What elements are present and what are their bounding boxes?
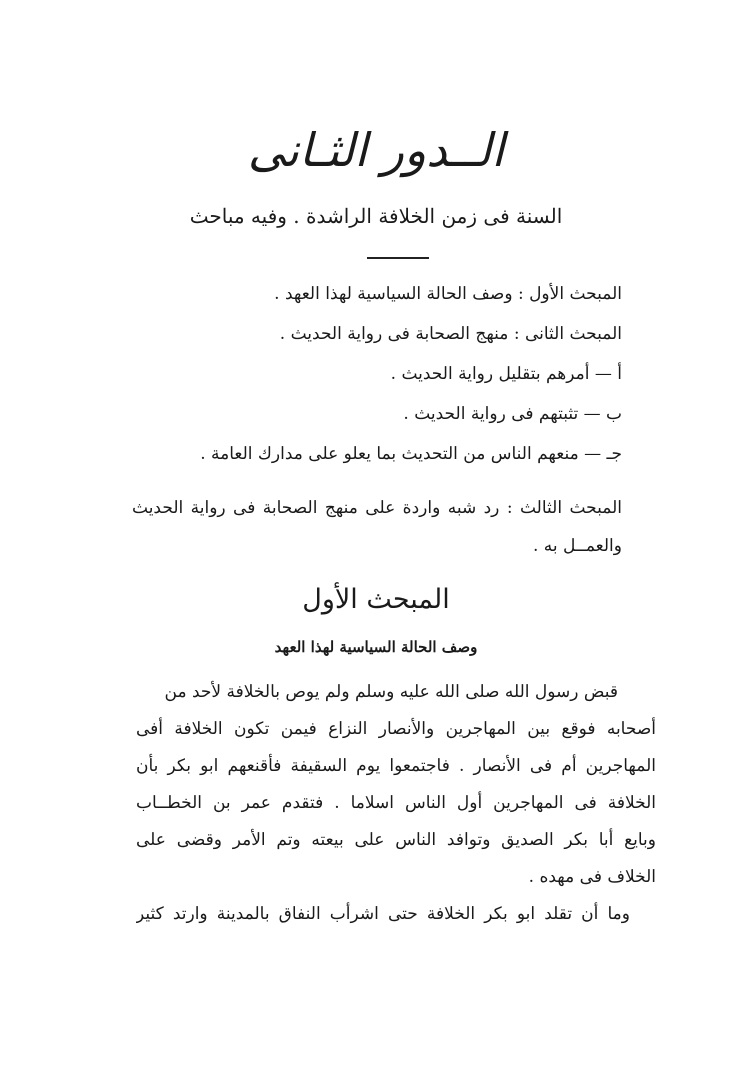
contents-subitem-b: ب — تثبتهم فى رواية الحديث . — [403, 404, 622, 424]
paragraph-line: وما أن تقلد ابو بكر الخلافة حتى اشرأب النفاق بالمدينة وارتد كثير — [136, 904, 630, 924]
paragraph-line: وبايع أبا بكر الصديق وتوافد الناس على بيعته وتم الأمر وقضى على — [136, 830, 656, 850]
contents-item-2: المبحث الثانى : منهج الصحابة فى رواية الحديث . — [279, 324, 622, 344]
section-title: المبحث الأول — [302, 584, 450, 615]
paragraph-line: الخلاف فى مهده . — [528, 867, 656, 887]
contents-list — [122, 284, 622, 484]
contents-subitem-a: أ — أمرهم بتقليل رواية الحديث . — [390, 364, 622, 384]
contents-item-3 — [132, 496, 622, 558]
chapter-title: الــدور الثـانى — [247, 123, 505, 177]
contents-subitem-c: جـ — منعهم الناس من التحديث بما يعلو على مدارك العامة . — [200, 444, 622, 464]
title-divider — [367, 257, 429, 259]
contents-item-1: المبحث الأول : وصف الحالة السياسية لهذا العهد . — [274, 284, 622, 304]
paragraph-line: أصحابه فوقع بين المهاجرين والأنصار النزاع فيمن تكون الخلافة أفى — [136, 719, 656, 739]
paragraph-line: المهاجرين أم فى الأنصار . فاجتمعوا يوم السقيفة فأقنعهم ابو بكر بأن — [136, 756, 656, 776]
paragraph-line: الخلافة فى المهاجرين أول الناس اسلاما . فتقدم عمر بن الخطــاب — [136, 793, 656, 813]
section-subtitle: وصف الحالة السياسية لهذا العهد — [274, 638, 478, 656]
paragraph-2 — [136, 896, 656, 933]
contents-item-3-line-2: والعمــل به . — [532, 536, 622, 556]
contents-item-3-line-1: المبحث الثالث : رد شبه واردة على منهج الصحابة فى رواية الحديث — [132, 498, 622, 518]
paragraph-1 — [136, 674, 656, 896]
chapter-subtitle: السنة فى زمن الخلافة الراشدة . وفيه مباحث — [189, 204, 563, 228]
paragraph-line: قبض رسول الله صلى الله عليه وسلم ولم يوص بالخلافة لأحد من — [164, 682, 618, 702]
